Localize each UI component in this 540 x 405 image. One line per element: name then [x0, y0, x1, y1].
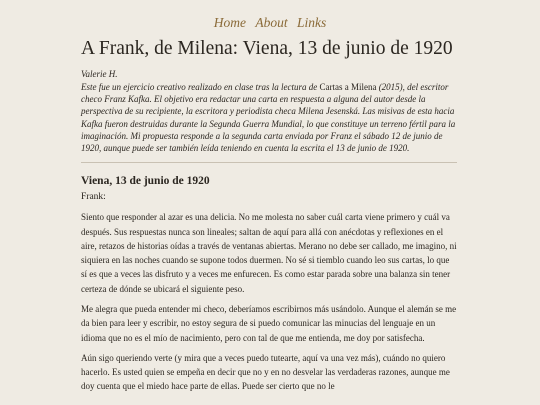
intro-text-start: Este fue un ejercicio creativo realizado en clase tras la lectura de	[81, 82, 320, 92]
letter-salutation: Frank:	[81, 192, 106, 203]
post-author: Valerie H.	[81, 69, 118, 79]
nav-link-home[interactable]: Home	[213, 15, 246, 30]
intro-text-end: (2015), del escritor checo Franz Kafka. El objetivo era redactar una carta en respuesta a alguna del autor desde la perspectiva de su recipiente, la escritora y periodista checa Milena Jesenská. Las misivas de esta hacia Kafka fueron destruidas durante la Segunda Guerra Mundial, lo que constituye un terreno fértil para la imaginación. Mi propuesta responde a la segunda carta enviada por Franz el sábado 12 de junio de 1920, aunque puede ser también leída teniendo en cuenta la escrita el 13 de junio de 1920.	[81, 82, 456, 154]
nav-link-about[interactable]: About	[255, 15, 288, 30]
post-intro	[81, 81, 457, 154]
post-content	[81, 37, 457, 394]
letter-paragraph-2: Me alegra que pueda entender mi checo, deberíamos escribirnos más usándolo. Aunque el alemán se me da bien para leer y escribir, no estoy segura de si puedo comunicar las minucias del lenguaje en un idioma que no es el mío de nacimiento, pero con tal de que me entienda, me doy por satisfecha.	[81, 304, 457, 343]
nav-link-links[interactable]: Links	[296, 15, 327, 30]
site-nav	[0, 14, 540, 32]
letter-paragraph-1: Siento que responder al azar es una delicia. No me molesta no saber cuál carta viene primero y cuál va después. Sus respuestas nunca son lineales; saltan de aquí para allá con anécdotas y reflexiones en el aire, retazos de historias oídas a través de ventanas abiertas. Merano no debe ser callado, me imagino, ni siquiera en las noches cuando se supone todos duermen. No sé si tiemblo cuando leo sus cartas, lo que sí es que a veces las disfruto y a veces me enfurecen. Es como estar parada sobre una balanza sin tener certeza de dónde se ubicará el siguiente peso.	[81, 212, 457, 294]
post-title: A Frank, de Milena: Viena, 13 de junio de 1920	[81, 38, 453, 59]
letter-date: Viena, 13 de junio de 1920	[81, 175, 210, 188]
divider	[81, 162, 457, 163]
intro-book-title: Cartas a Milena	[319, 82, 377, 92]
letter-paragraph-3: Aún sigo queriendo verte (y mira que a veces puedo tutearte, aquí va una vez más), cuándo no quiero hacerlo. Es usted quien se empeña en decir que no y en no desvelar las verdaderas razones, aunque me doy cuenta que el miedo hace parte de ellas. Puede ser cierto que no le	[81, 352, 450, 392]
